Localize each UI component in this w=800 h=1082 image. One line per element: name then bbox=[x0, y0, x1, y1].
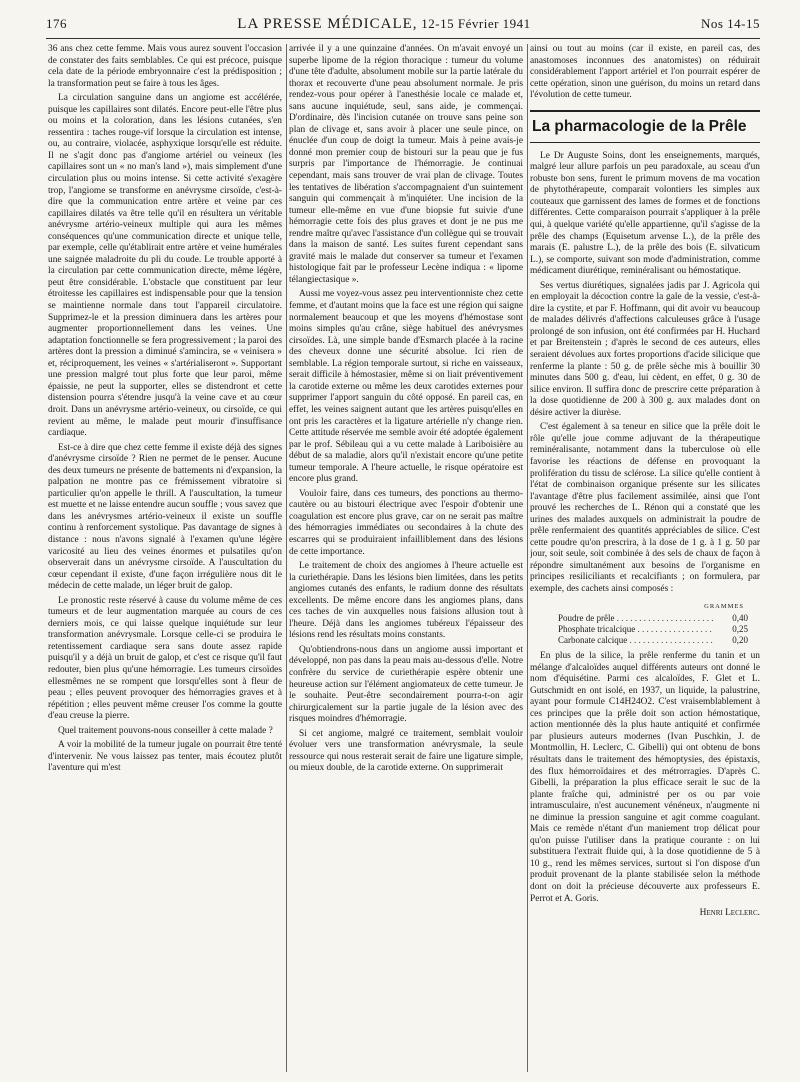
paragraph: 36 ans chez cette femme. Mais vous aurez souvent l'occasion de constater des faits semblables. Ce qui est précoce, puisque cela date de la période embryonnaire c'est la prédisposition ; la transformation peut se faire à tous les âges. bbox=[48, 44, 282, 89]
page-header bbox=[46, 16, 760, 38]
dose-table-header: GRAMMES bbox=[704, 602, 744, 610]
dose-qty: 0,20 bbox=[732, 635, 748, 646]
column-3 bbox=[530, 44, 760, 1072]
header-rule bbox=[46, 38, 760, 39]
journal-title bbox=[237, 16, 530, 33]
paragraph: Aussi me voyez-vous assez peu interventionniste chez cette femme, et d'autant moins que la face est une région qui saigne normalement beaucoup et que les moyens d'hémostase sont moins simples qu'au crâne, siège habituel des anévrysmes cirsoïdes. Là, une simple bande d'Esmarch placée à la racine des cheveux donne une sécurité absolue. Ici rien de semblable. La région temporale surtout, si riche en vaisseaux, serait difficile à hémostasier, même si on liait préventivement la carotide externe ou même les deux carotides externes pour supprimer l'apport sanguin du côté opposé. En pareil cas, en effet, les veines saignent autant que les artères puisqu'elles en ont pris les caractères et la ligature artérielle n'y change rien. Cette attitude réservée me semble avoir été adoptée également par le prof. Sébileau qui a vu cette malade à Lariboisière au début de sa maladie, alors qu'il n'existait encore qu'une petite tumeur temporale. A l'heure actuelle, le risque opératoire est encore plus grand. bbox=[289, 289, 523, 485]
dose-table bbox=[558, 613, 748, 646]
dose-item: Phosphate tricalcique . . . bbox=[558, 624, 714, 635]
paragraph: Ses vertus diurétiques, signalées jadis par J. Agricola qui en employait la décoction contre la gale de la vessie, c'est-à-dire la cystite, et par F. Hoffmann, qui dit avoir vu beaucoup de malades délivrés d'affections calculeuses grâce à l'usage prolongé de son infusion, ont été confirmées par H. Huchard et par Breitenstein ; d'après le second de ces auteurs, elles seraient dévolues aux fortes proportions d'acide silicique que renferme la plante : 50 g. de prêle sèche mis à bouillir 30 minutes dans 500 g. d'eau, lui cèdent, en effet, 0 g. 30 de silice environ. Il suffira donc de prescrire cette préparation à la dose quotidienne de 200 à 300 g. aux malades dont on désire activer la diurèse. bbox=[530, 280, 760, 418]
paragraph: C'est également à sa teneur en silice que la prêle doit le rôle qu'elle joue comme adjuvant de la thérapeutique reminéralisante, notamment dans la tuberculose où elle favorise les réactions de défense en provoquant la prolifération du tissu de sclérose. La silice qu'elle contient à l'état de combinaison organique présente sur les silicates l'avantage d'être plus facilement assimilée, ainsi que l'ont prouvé les recherches de L. Rénon qui a constaté que les urines des malades auxquels on administrait la poudre de prêle renfermaient des quantités appréciables de silice. C'est cette poudre qu'on prescrira, à la dose de 1 g. à 1 g. 50 par jour, soit seule, soit combinée à des sels de chaux de façon à répondre simultanément aux besoins de l'organisme en principes resiliciliants et recalcifiants ; on formulera, par exemple, des cachets ainsi composés : bbox=[530, 422, 760, 594]
issue-date: 12-15 Février 1941 bbox=[421, 16, 531, 31]
paragraph: Qu'obtiendrons-nous dans un angiome aussi important et développé, non pas dans la peau mais au-dessous d'elle. Notre confrère du service de curiethérapie espère obtenir une heureuse action sur l'élément angiomateux de cette tumeur. Je le souhaite. Peut-être secondairement pourra-t-on agir chirurgicalement sur la partie jugale de la lésion avec des risques moindres d'hémorragie. bbox=[289, 644, 523, 725]
journal-name: LA PRESSE MÉDICALE, bbox=[237, 16, 418, 32]
issue-number: Nos 14-15 bbox=[700, 16, 760, 31]
column-divider bbox=[527, 44, 528, 1072]
dose-item: Poudre de prêle . . . bbox=[558, 613, 714, 624]
paragraph: En plus de la silice, la prêle renferme du tanin et un mélange d'alcaloïdes auquel différents auteurs ont donné le nom d'équisétine. Parmi ces alcaloïdes, F. Glet et L. Gutschmidt en ont isolé, en 1937, un liquide, la palustrine, ayant pour formule C14H24O2. C'est vraisemblablement à ces principes que la prêle doit son action hémostatique, action mentionnée dès la plus haute antiquité et confirmée par plusieurs auteurs modernes (Ivan Puschkin, J. de Montmollin, H. Leclerc, C. Gibelli) qui ont obtenu de bons résultats dans le traitement des hémoptysies, des épistaxis, des flux hémorroïdaires et des métrorragies. D'après C. Gibelli, la préparation la plus efficace serait le suc de la plante fraîche qui, administré per os ou par voie intramusculaire, n'est aucunement vénéneux, n'augmente ni ne diminue la pression sanguine et agit comme coagulant. Mais ce remède n'étant d'un maniement trop délicat pour qu'on puisse l'utiliser dans la pratique courante : on lui substituera l'extrait fluide qui, à la dose quotidienne de 5 à 10 g., rend les mêmes services, surtout si l'on dispose d'un produit provenant de la plante stabilisée selon la méthode dont on doit la précieuse découverte aux professeurs E. Perrot et A. Goris. bbox=[530, 651, 760, 904]
paragraph: ainsi ou tout au moins (car il existe, en pareil cas, des anastomoses inconnues des anatomistes) on réduirait considérablement l'apport artériel et l'on pourrait espérer de cette opération, sinon une guérison, du moins un retard dans l'évolution de cette tumeur. bbox=[530, 44, 760, 101]
dose-row bbox=[558, 613, 748, 624]
paragraph: Vouloir faire, dans ces tumeurs, des ponctions au thermo-cautère ou au bistouri électrique avec l'espoir d'obtenir une coagulation est encore plus grave, car on ne serait pas maître des hémorragies immédiates ou secondaires à la chute des escarres qui se produiraient infailliblement dans des lésions de cette importance. bbox=[289, 488, 523, 557]
dose-item: Carbonate calcique . . . bbox=[558, 635, 714, 646]
article-title: La pharmacologie de la Prêle bbox=[532, 117, 747, 135]
paragraph: Le Dr Auguste Soins, dont les enseignements, marqués, malgré leur allure parfois un peu paradoxale, au sceau d'un robuste bon sens, furent le primum movens de ma vocation de phytothérapeute, comparait volontiers les simples aux couteaux que garnissent des lames de formes et de fonctions différentes. Cette comparaison pourrait s'appliquer à la prêle qui, à quelque variété qu'elle appartienne, qu'il s'agisse de la prêle des champs (Equisetum arvense L.), de la prêle des marais (E. palustre L.), de la prêle des bois (E. silvaticum L.), se comporte, suivant son mode d'administration, comme médicament diurétique, reminéralisant ou hémostatique. bbox=[530, 150, 760, 277]
paragraph: arrivée il y a une quinzaine d'années. On m'avait envoyé un superbe lipome de la région thoracique : tumeur du volume d'une tête d'adulte, absolument mobile sur la partie latérale du thorax et recouverte d'une peau absolument normale. Je pris rendez-vous pour opérer à l'anesthésie locale ce malade et, sans aucune inquiétude, seul, sans aide, je commençai. D'ordinaire, dès l'incision cutanée on trouve sans peine son plan de clivage et, sans avoir à placer une seule pince, on énuclée d'un coup de doigt la tumeur. Mais à peine avais-je donné mon premier coup de bistouri sur la peau que je fus surpris par l'importance de l'hémorragie. Je continuai cependant, mais sans trouver de vrai plan de clivage. Toutes les tentatives de libération s'accompagnaient d'un suintement sanguin qui commençait à m'inquiéter. Une incision de la tumeur elle-même en vue d'une biopsie fut suivie d'une hémorragie cette fois des plus graves et dont je ne pus me rendre maître qu'avec l'assistance d'un collègue qui se trouvait dans la maison de santé. Les suites furent cependant sans gravité mais le malade dut conserver sa tumeur et l'examen histologique fait par le professeur Lecène indiqua : « lipome télangiectasique ». bbox=[289, 44, 523, 285]
paragraph: Est-ce à dire que chez cette femme il existe déjà des signes d'anévrysme cirsoïde ? Rien ne permet de le penser. Aucune des deux tumeurs ne présente de battements ni d'expansion, la palpation ne montre pas ce frémissement vibratoire si particulier qu'on appelle le thrill. A l'auscultation, la tumeur est muette et ne laisse entendre aucun souffle ; vous savez que dans les anévrysmes artério-veineux il existe un souffle continu à renforcement systolique. Pas davantage de signes à distance : nous n'avons signalé à l'examen qu'une légère varicosité au lieu des veines énormes et pulsatiles qu'on observerait dans un anévrysme cirsoïde. A l'auscultation du cœur cependant il existe, d'une façon irrégulière nous dit le médecin de cette malade, un léger bruit de galop. bbox=[48, 442, 282, 592]
paragraph: Le pronostic reste réservé à cause du volume même de ces tumeurs et de leur augmentation marquée au cours de ces derniers mois, ce qui laisse quelque inquiétude sur leur transformation anévrysmale. Lorsque celle-ci se produira le retentissement cardiaque sera sans doute assez rapide puisqu'il y a déjà un bruit de galop, et c'est ce risque qu'il faut redouter, bien plus qu'une hémorragie. Les tumeurs cirsoïdes ellesmêmes ne se rompent que lorsqu'elles sont à fleur de peau ; elles peuvent provoquer des hémorragies graves et à répétition ; elles peuvent même creuser l'os comme la goutte d'eau creuse la pierre. bbox=[48, 595, 282, 722]
paragraph: La circulation sanguine dans un angiome est accélérée, puisque les capillaires sont dilatés. Encore peut-elle l'être plus ou moins et la coloration, dans les lésions cutanées, s'en ressentira : taches rouge-vif lorsque la circulation est intense, ou, au contraire, violacée, asphyxique lorsqu'elle est réduite. Il ne s'agit donc pas d'angiome artériel ou veineux (les capillaires sont un « no man's land »), mais simplement d'une circulation plus ou moins intense. Si cette activité s'exagère trop, l'angiome se transforme en anévrysme cirsoïde, c'est-à-dire que la communication entre artère et veine par ces capillaires dilatés va être telle qu'il en résultera un véritable anévrysme artério-veineux multiple qui aura les mêmes conséquences qu'une communication directe et unique telle, par exemple, celle qu'établirait entre artère et veine humérales une saignée maladroite du pli du coude. Le trouble apporté à la circulation par cette communication directe, même légère, peut être considérable. L'obstacle que constituent par leur étroitesse les capillaires est indispensable pour que la tension se maintienne normale dans tout l'appareil circulatoire. Supprimez-le et la pression diminuera dans les artères pour augmenter proportionnellement dans les veines. Une adaptation fonctionnelle se fera progressivement ; la paroi des artères dont la pression a diminué s'amincira, se « veinisera » et, réciproquement, les veines « s'artérialiseront ». Supportant une pression malgré tout plus forte que leur paroi, même épaissie, ne peut la supporter, elles se distendront et cette distension pourra s'étendre jusqu'à la veine cave et au cœur droit. Dans un anévrysme artério-veineux, ou cirsoïde, ce qui revient au même, le malade peut mourir d'insuffisance cardiaque. bbox=[48, 93, 282, 439]
page-number: 176 bbox=[46, 16, 67, 31]
dose-row bbox=[558, 624, 748, 635]
author-signature: Henri Leclerc. bbox=[699, 908, 760, 919]
dose-qty: 0,25 bbox=[732, 624, 748, 635]
dose-row bbox=[558, 635, 748, 646]
paragraph: A voir la mobilité de la tumeur jugale on pourrait être tenté d'intervenir. Ne vous laissez pas tenter, mais écoutez plutôt l'aventure qui m'est bbox=[48, 740, 282, 774]
column-2 bbox=[289, 44, 523, 1072]
column-divider bbox=[286, 44, 287, 1072]
dose-qty: 0,40 bbox=[732, 613, 748, 624]
article-rule bbox=[530, 142, 760, 143]
paragraph: Si cet angiome, malgré ce traitement, semblait vouloir évoluer vers une transformation anévrysmale, la seule ressource qui nous resterait serait de faire une ligature simple, ou mieux double, de la carotide externe. On supprimerait bbox=[289, 728, 523, 774]
column-1 bbox=[48, 44, 282, 1072]
article-rule bbox=[530, 110, 760, 112]
paragraph: Le traitement de choix des angiomes à l'heure actuelle est la curiethérapie. Dans les lésions bien limitées, dans les petits angiomes cutanés des enfants, le radium donne des résultats excellents. De même encore dans les angiomes plans, dans ces taches de vin auxquelles nous faisions allusion tout à l'heure. Déjà dans les angiomes tubéreux l'épaisseur des lésions rend les résultats moins constants. bbox=[289, 561, 523, 641]
paragraph: Quel traitement pouvons-nous conseiller à cette malade ? bbox=[58, 725, 273, 736]
